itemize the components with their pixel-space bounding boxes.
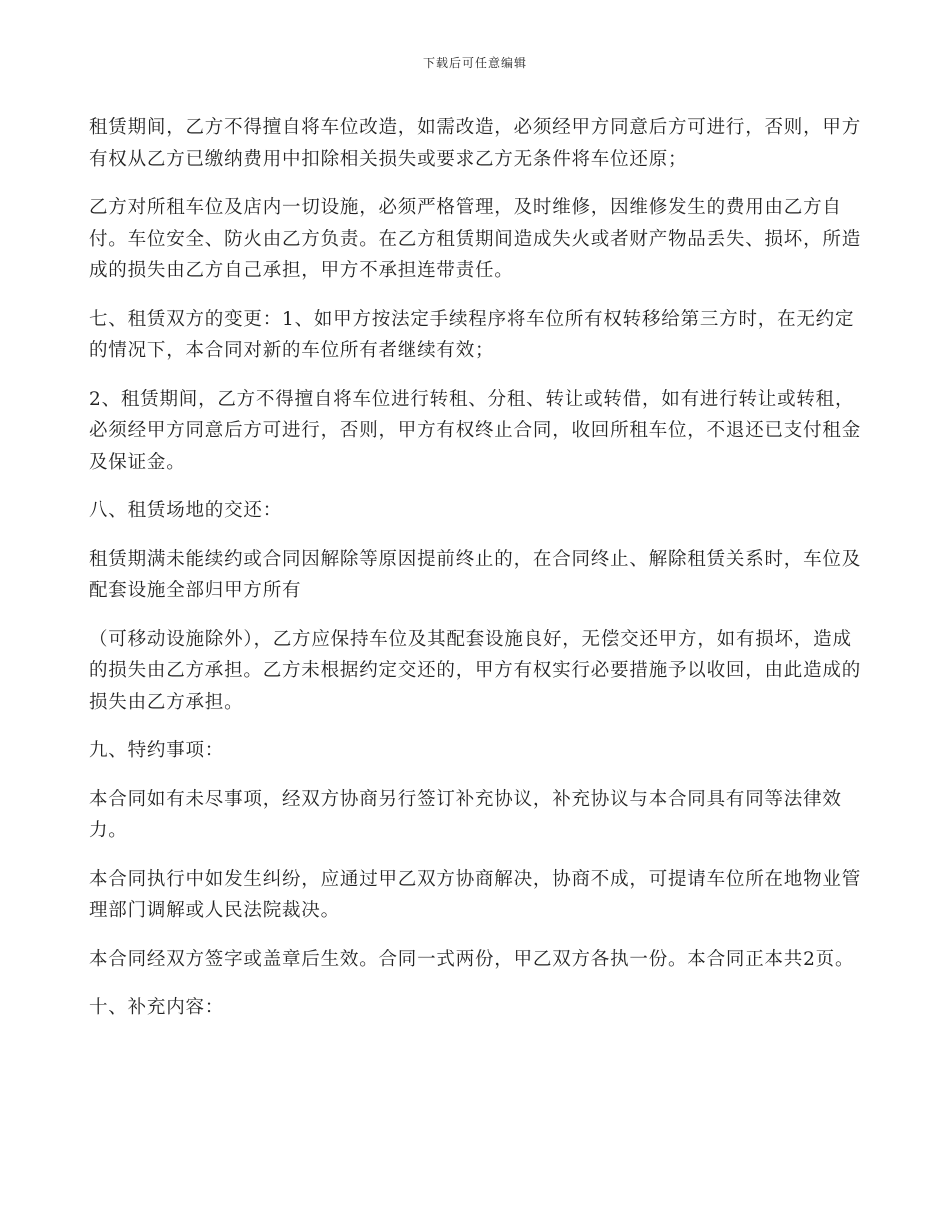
heading-section-10: 十、补充内容： — [89, 997, 225, 1018]
paragraph-section-7-change: 七、租赁双方的变更：1、如甲方按法定手续程序将车位所有权转移给第三方时，在无约定的情况下，本合同对新的车位所有者继续有效； — [89, 308, 855, 361]
paragraph-dispute-resolution: 本合同执行中如发生纠纷，应通过甲乙双方协商解决，协商不成，可提请车位所在地物业管理部门调解或人民法院裁决。 — [89, 868, 862, 921]
paragraph-effectiveness: 本合同经双方签字或盖章后生效。合同一式两份，甲乙双方各执一份。本合同正本共2页。 — [89, 948, 855, 970]
page-header: 下载后可任意编辑 — [422, 56, 527, 70]
paragraph-facility-management: 乙方对所租车位及店内一切设施，必须严格管理，及时维修，因维修发生的费用由乙方自付。车位安全、防火由乙方负责。在乙方租赁期间造成失火或者财产物品丢失、损坏，所造成的损失由乙方自己承担，甲方不承担连带责任。 — [89, 197, 862, 281]
paragraph-return-condition: （可移动设施除外），乙方应保持车位及其配套设施良好，无偿交还甲方，如有损坏，造成的损失由乙方承担。乙方未根据约定交还的，甲方有权实行必要措施予以收回，由此造成的损失由乙方承担。 — [89, 628, 862, 713]
heading-section-9: 九、特约事项： — [89, 740, 225, 761]
paragraph-sublease-prohibition: 2、租赁期间，乙方不得擅自将车位进行转租、分租、转让或转借，如有进行转让或转租，必须经甲方同意后方可进行，否则，甲方有权终止合同，收回所租车位，不退还已支付租金及保证金。 — [89, 388, 862, 473]
paragraph-supplementary-agreement: 本合同如有未尽事项，经双方协商另行签订补充协议，补充协议与本合同具有同等法律效力。 — [89, 788, 842, 841]
paragraph-lease-expiry: 租赁期满未能续约或合同因解除等原因提前终止的，在合同终止、解除租赁关系时，车位及配套设施全部归甲方所有 — [89, 548, 862, 601]
heading-section-8: 八、租赁场地的交还： — [89, 500, 283, 521]
document-body — [89, 112, 869, 1024]
paragraph-vehicle-modification: 租赁期间，乙方不得擅自将车位改造，如需改造，必须经甲方同意后方可进行，否则，甲方有权从乙方已缴纳费用中扣除相关损失或要求乙方无条件将车位还原； — [89, 117, 862, 170]
